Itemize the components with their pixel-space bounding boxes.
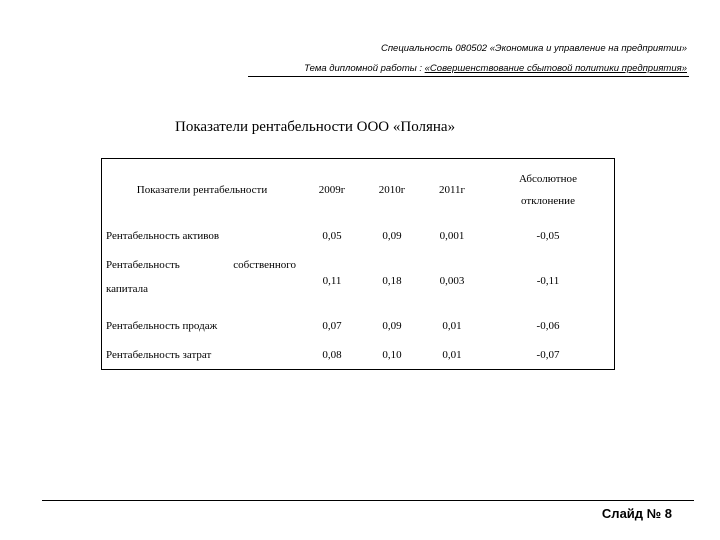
cell-2010: 0,09 bbox=[382, 230, 402, 242]
table-row bbox=[102, 311, 615, 340]
cell-2009: 0,05 bbox=[322, 230, 342, 242]
table-row bbox=[102, 221, 615, 251]
cell-2010: 0,18 bbox=[382, 275, 402, 287]
header-2011: 2011г bbox=[438, 184, 466, 196]
header-2009: 2009г bbox=[318, 184, 346, 196]
table-row bbox=[102, 251, 615, 311]
cell-2011: 0,003 bbox=[439, 275, 465, 287]
cell-2011: 0,001 bbox=[439, 230, 465, 242]
cell-2009: 0,07 bbox=[322, 319, 342, 332]
page-title: Показатели рентабельности ООО «Поляна» bbox=[175, 119, 456, 135]
row-label: Рентабельность затрат bbox=[106, 348, 212, 361]
header-2010: 2010г bbox=[378, 184, 406, 196]
header-specialty: Специальность 080502 «Экономика и управление на предприятии» bbox=[380, 43, 687, 54]
header-divider bbox=[248, 76, 689, 77]
cell-abs: -0,05 bbox=[536, 230, 560, 242]
header-abs-line2: отклонение bbox=[521, 195, 575, 207]
slide-number: Слайд № 8 bbox=[601, 506, 672, 521]
cell-abs: -0,11 bbox=[536, 275, 560, 287]
table-row bbox=[102, 340, 615, 370]
cell-abs: -0,06 bbox=[536, 319, 560, 332]
row-label-word3: капитала bbox=[106, 283, 148, 295]
cell-2010: 0,10 bbox=[382, 348, 402, 361]
cell-2009: 0,08 bbox=[322, 348, 342, 361]
profitability-table bbox=[101, 158, 615, 370]
header-topic-line bbox=[304, 63, 687, 74]
cell-2009: 0,11 bbox=[322, 275, 342, 287]
row-label: Рентабельность продаж bbox=[106, 319, 218, 332]
cell-2010: 0,09 bbox=[382, 319, 402, 332]
row-label: Рентабельность активов bbox=[106, 230, 220, 242]
footer-divider bbox=[42, 500, 694, 501]
table-header-row bbox=[102, 159, 615, 222]
header-topic: «Совершенствование сбытовой политики предприятия» bbox=[424, 63, 687, 74]
row-label bbox=[102, 251, 303, 311]
cell-2011: 0,01 bbox=[442, 319, 462, 332]
cell-abs: -0,07 bbox=[536, 348, 560, 361]
header-topic-prefix: Тема дипломной работы : bbox=[304, 63, 425, 74]
cell-2011: 0,01 bbox=[442, 348, 462, 361]
header-abs-line1: Абсолютное bbox=[519, 173, 577, 185]
row-label-word2: собственного bbox=[233, 259, 296, 271]
header-indicator: Показатели рентабельности bbox=[136, 184, 268, 196]
header-abs-deviation bbox=[482, 159, 615, 222]
row-label-word1: Рентабельность bbox=[106, 259, 180, 271]
